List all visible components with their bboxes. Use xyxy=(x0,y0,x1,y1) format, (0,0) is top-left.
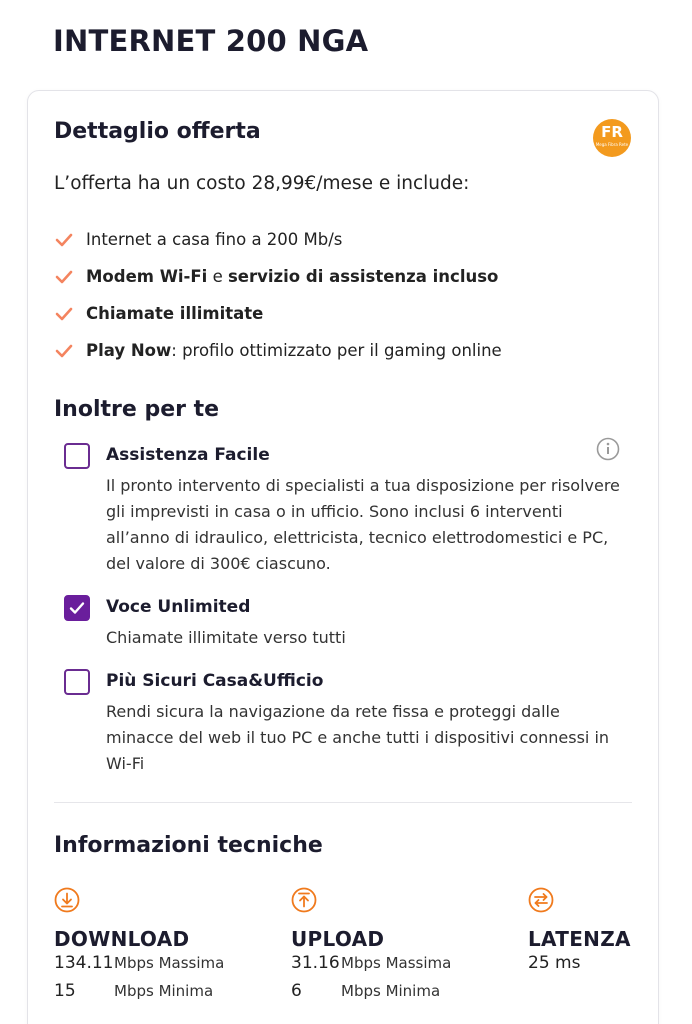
latency-value: 25 ms xyxy=(528,953,581,973)
download-max-unit: Mbps Massima xyxy=(114,954,225,972)
info-icon[interactable] xyxy=(596,437,620,461)
check-icon xyxy=(54,341,74,361)
addon-checkbox-assistenza-facile[interactable] xyxy=(64,443,90,469)
latency-label: LATENZA xyxy=(528,927,631,951)
offer-intro: L’offerta ha un costo 28,99€/mese e include: xyxy=(54,173,470,194)
fr-badge-icon: FR Mega Fibra Rete xyxy=(593,119,631,157)
page-title: INTERNET 200 NGA xyxy=(53,24,369,58)
download-max-row xyxy=(54,953,274,979)
tech-latency xyxy=(528,887,648,979)
upload-label: UPLOAD xyxy=(291,927,385,951)
addon-title: Più Sicuri Casa&Ufficio xyxy=(106,671,324,691)
addon-title: Assistenza Facile xyxy=(106,445,270,465)
upload-min-unit: Mbps Minima xyxy=(341,982,441,1000)
swap-arrows-icon xyxy=(528,887,554,913)
list-item: Modem Wi-Fi e servizio di assistenza incluso xyxy=(54,258,502,295)
addon-checkbox-voce-unlimited[interactable] xyxy=(64,595,90,621)
download-max-value: 134.11 xyxy=(54,953,114,973)
feature-list xyxy=(54,221,502,369)
addon-description: Il pronto intervento di specialisti a tua disposizione per risolvere gli imprevisti in casa o in ufficio. Sono inclusi 6 interventi all’anno di idraulico, elettricista, tecnico elettrodomestici e PC, del valore di 300€ ciascuno. xyxy=(106,476,620,573)
tech-upload xyxy=(291,887,511,1007)
divider xyxy=(54,802,632,803)
list-item: Internet a casa fino a 200 Mb/s xyxy=(54,221,502,258)
download-icon xyxy=(54,887,80,913)
addon-description: Chiamate illimitate verso tutti xyxy=(106,628,346,647)
upload-min-row xyxy=(291,981,511,1007)
check-icon xyxy=(54,304,74,324)
upload-max-row xyxy=(291,953,511,979)
extras-heading: Inoltre per te xyxy=(54,397,220,422)
download-label: DOWNLOAD xyxy=(54,927,190,951)
download-min-value: 15 xyxy=(54,981,76,1001)
tech-info-heading: Informazioni tecniche xyxy=(54,833,323,858)
list-item: Chiamate illimitate xyxy=(54,295,502,332)
check-icon xyxy=(54,267,74,287)
upload-min-value: 6 xyxy=(291,981,302,1001)
offer-card xyxy=(27,90,659,1024)
upload-max-unit: Mbps Massima xyxy=(341,954,452,972)
offer-detail-heading: Dettaglio offerta xyxy=(54,119,261,144)
download-min-row xyxy=(54,981,274,1007)
list-item: Play Now: profilo ottimizzato per il gaming online xyxy=(54,332,502,369)
upload-icon xyxy=(291,887,317,913)
addon-description: Rendi sicura la navigazione da rete fissa e proteggi dalle minacce del web il tuo PC e anche tutti i dispositivi connessi in Wi-Fi xyxy=(106,702,610,773)
addon-checkbox-piu-sicuri[interactable] xyxy=(64,669,90,695)
upload-max-value: 31.16 xyxy=(291,953,340,973)
addon-title: Voce Unlimited xyxy=(106,597,251,617)
download-min-unit: Mbps Minima xyxy=(114,982,214,1000)
check-icon xyxy=(54,230,74,250)
tech-download xyxy=(54,887,274,1007)
checkmark-icon xyxy=(69,600,85,616)
